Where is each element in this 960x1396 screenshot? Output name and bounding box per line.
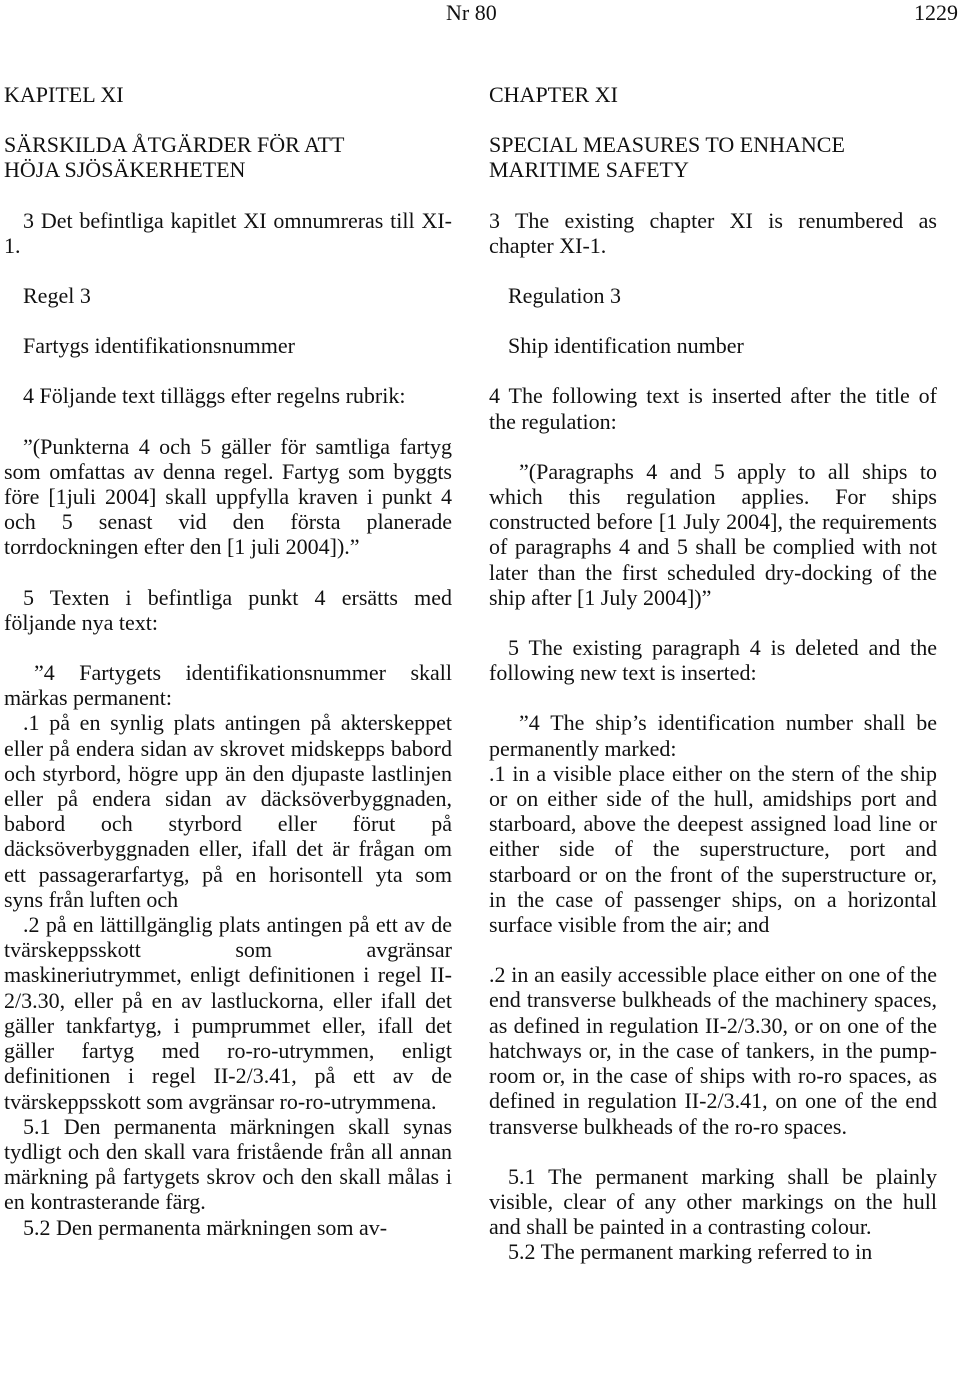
paragraph-5-2: 5.2 Den permanenta märkningen som av- xyxy=(23,1214,388,1240)
chapter-title-line-1: SPECIAL MEASURES TO ENHANCE xyxy=(489,132,845,158)
swedish-column xyxy=(4,82,452,1240)
paragraph-4-quote: ”(Paragraphs 4 and 5 apply to all ships to which this regulation applies. For ships constructed before [1 July 2004], the requirements of paragraphs 4 and 5 shall be complied with not later than the first scheduled dry-docking of the ship after [1 July 2004])” xyxy=(489,458,937,610)
regulation-title: Ship identification number xyxy=(508,333,744,359)
issue-number: Nr 80 xyxy=(446,0,497,25)
paragraph-5: 5 Texten i befintliga punkt 4 ersätts med följande nya text: xyxy=(4,584,452,635)
english-column xyxy=(489,82,937,1265)
page-number: 1229 xyxy=(914,0,958,25)
paragraph-4: 4 The following text is inserted after the title of the regulation: xyxy=(489,383,937,434)
list-item-1: .1 på en synlig plats antingen på akterskeppet eller på endera sidan av skrovet midskepps babord och styrbord, högre upp än den djupaste lastlinjen eller på endera sidan av däcksöverbyggnaden, babord och styrbord eller förut på däcksöverbyggnaden eller, ifall det är frågan om ett passagerarfartyg, på en horisontell yta som syns från luften och xyxy=(4,710,452,912)
paragraph-5: 5 The existing paragraph 4 is deleted and the following new text is inserted: xyxy=(489,635,937,686)
paragraph-5-quote: ”4 The ship’s identification number shall be permanently marked: xyxy=(489,710,937,761)
list-item-2: .2 på en lättillgänglig plats antingen på ett av de tvärskeppsskott som avgränsar maskineriutrymmet, enligt definitionen i regel II-2/3.30, eller på en av lastluckorna, eller ifall det gäller tankfartyg, i pumprummet eller, ifall det gäller fartyg med ro-ro-utrymmen, enligt definitionen i regel II-2/3.41, på ett av de tvärskeppsskott som avgränsar ro-ro-utrymmena. xyxy=(4,912,452,1114)
regulation-heading: Regel 3 xyxy=(23,283,91,309)
list-item-1: .1 in a visible place either on the stern of the ship or on either side of the hull, amidships port and starboard, above the deepest assigned load line or either side of the superstructure, port and starboard or on the front of the superstructure or, in the case of passenger ships, on a horizontal surface visible from the air; and xyxy=(489,760,937,938)
paragraph-5-quote: ”4 Fartygets identifikationsnummer skall märkas permanent: xyxy=(4,660,452,711)
list-item-2: .2 in an easily accessible place either on one of the end transverse bulkheads of the machinery spaces, as defined in regulation II-2/3.30, or on one of the hatchways or, in the case of tankers, in the pump-room or, in the case of ships with ro-ro spaces, as defined in regulation II-2/3.41, on one of the end transverse bulkheads of the ro-ro spaces. xyxy=(489,962,937,1139)
chapter-heading: CHAPTER XI xyxy=(489,82,618,107)
regulation-heading: Regulation 3 xyxy=(508,283,622,309)
regulation-title: Fartygs identifikationsnummer xyxy=(23,333,295,359)
paragraph-5-1: 5.1 The permanent marking shall be plainly visible, clear of any other markings on the hull and shall be painted in a contrasting colour. xyxy=(489,1163,937,1240)
paragraph-3: 3 The existing chapter XI is renumbered as chapter XI-1. xyxy=(489,207,937,258)
chapter-title-line-2: HÖJA SJÖSÄKERHETEN xyxy=(4,157,246,183)
chapter-title-line-1: SÄRSKILDA ÅTGÄRDER FÖR ATT xyxy=(4,132,345,158)
paragraph-5-1: 5.1 Den permanenta märkningen skall synas tydligt och den skall vara fristående från all annan märkning på fartygets skrov och den skall målas i en kontrasterande färg. xyxy=(4,1113,452,1215)
paragraph-3: 3 Det befintliga kapitlet XI omnumreras till XI-1. xyxy=(4,207,452,258)
paragraph-5-2: 5.2 The permanent marking referred to in xyxy=(508,1239,873,1265)
page-header xyxy=(0,0,960,30)
chapter-title-line-2: MARITIME SAFETY xyxy=(489,157,689,183)
paragraph-4: 4 Följande text tilläggs efter regelns rubrik: xyxy=(23,383,406,409)
paragraph-4-quote: ”(Punkterna 4 och 5 gäller för samtliga fartyg som omfattas av denna regel. Fartyg som byggts före [1juli 2004] skall uppfylla kraven i punkt 4 och 5 senast vid den första planerade torrdockningen efter den [1 juli 2004]).” xyxy=(4,433,452,560)
chapter-heading: KAPITEL XI xyxy=(4,82,124,107)
